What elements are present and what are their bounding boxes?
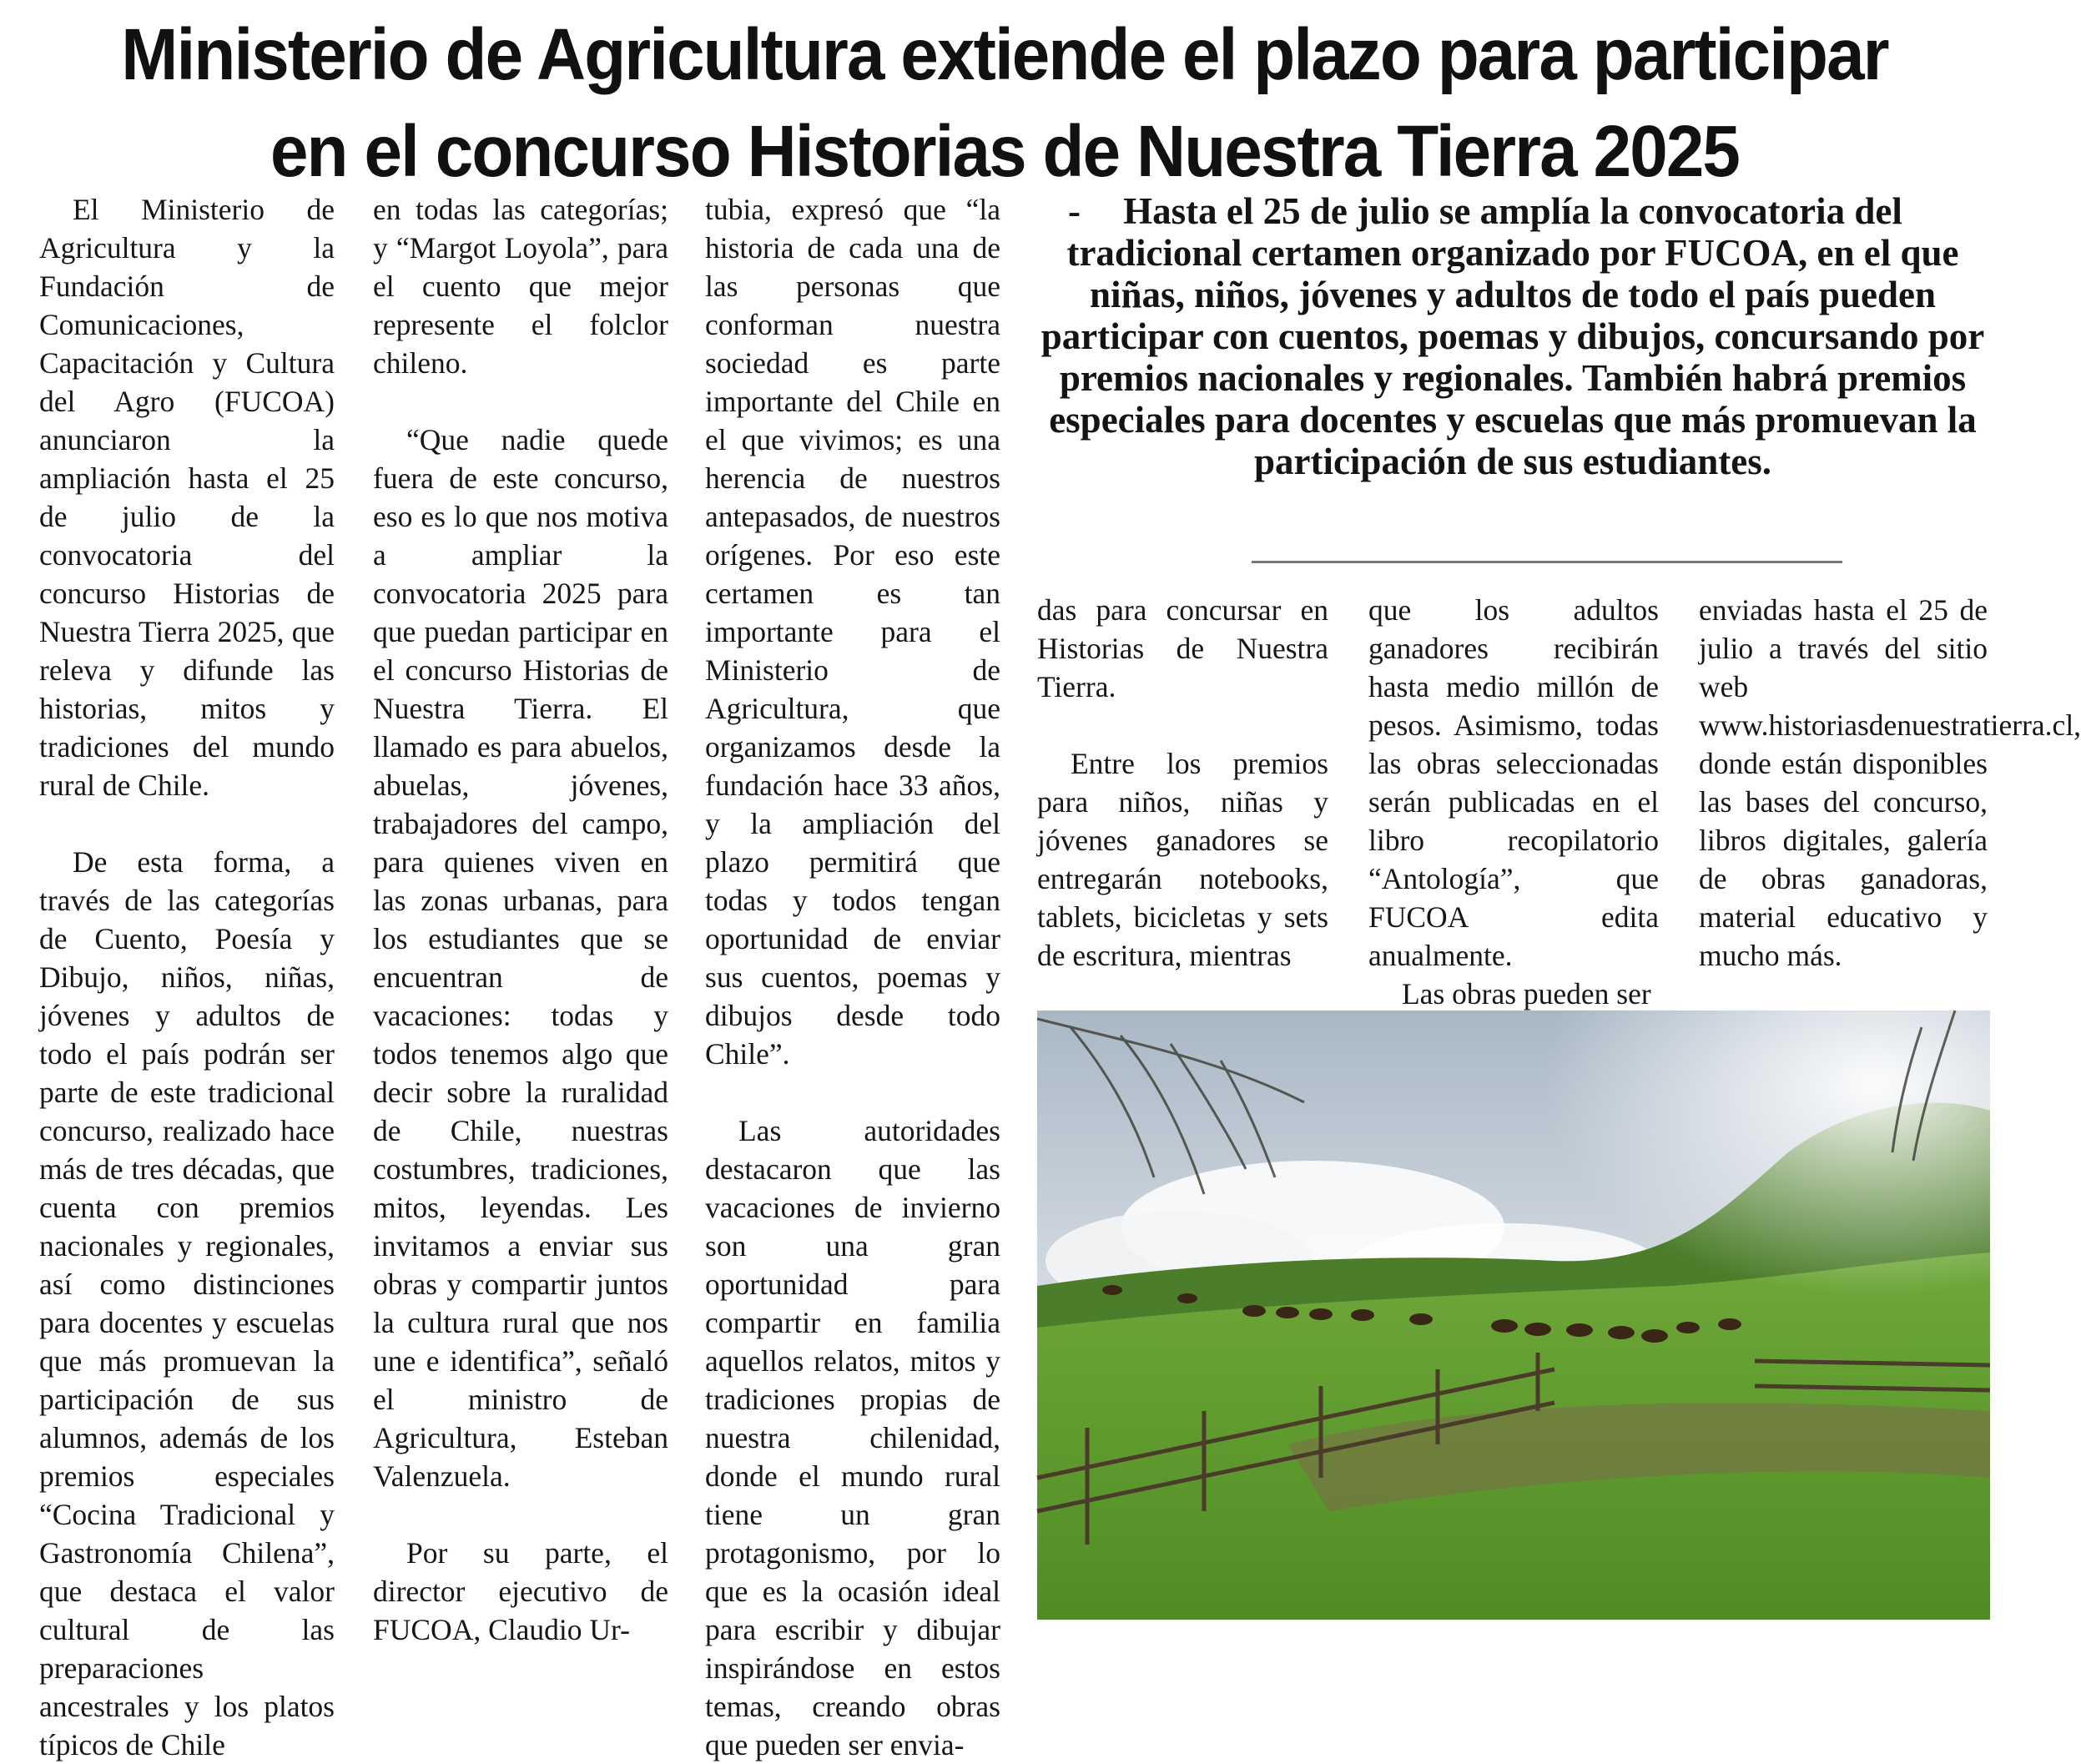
section-divider	[1252, 561, 1842, 563]
paragraph: “Que nadie quede fuera de este concurso, eso es lo que nos motiva a ampliar la convocatoria 2025 para que puedan participar en el concurso Historias de Nuestra Tierra. El llamado es para abuelos, abuelas, jóvenes, trabajadores del campo, para quienes viven en las zonas urbanas, para los estudiantes que se encuentran de vacaciones: todas y todos tenemos algo que decir sobre la ruralidad de Chile, nuestras costumbres, tradiciones, mitos, leyendas. Les invitamos a enviar sus obras y compartir juntos la cultura rural que nos une e identifica”, señaló el ministro de Agricultura, Esteban Valenzuela.	[373, 423, 668, 1493]
article-column-5	[1368, 591, 1659, 1013]
paragraph: Por su parte, el director ejecutivo de FUCOA, Claudio Ur-	[373, 1536, 668, 1646]
lead-dash: -	[1068, 190, 1081, 232]
paragraph: tubia, expresó que “la historia de cada una de las personas que conforman nuestra sociedad es parte importante del Chile en el que vivimos; es una herencia de nuestros antepasados, de nuestros orígenes. Por eso este certamen es tan importante para el Ministerio de Agricultura, que organizamos desde la fundación hace 33 años, y la ampliación del plazo permitirá que todas y todos tengan oportunidad de enviar sus cuentos, poemas y dibujos desde todo Chile”.	[705, 193, 1000, 1071]
paragraph: das para concursar en Historias de Nuestra Tierra.	[1037, 593, 1328, 703]
headline-line-1: Ministerio de Agricultura extiende el plazo para participar	[121, 14, 1888, 95]
paragraph: Entre los premios para niños, niñas y jóvenes ganadores se entregarán notebooks, tablets, bicicletas y sets de escritura, mientras	[1037, 747, 1328, 972]
paragraph: en todas las categorías; y “Margot Loyola”, para el cuento que mejor represente el folclor chileno.	[373, 193, 668, 380]
lead-text: Hasta el 25 de julio se amplía la convocatoria del tradicional certamen organizado por FUCOA, en el que niñas, niños, jóvenes y adultos de todo el país pueden participar con cuentos, poemas y dibujos, concursando por premios nacionales y regionales. También habrá premios especiales para docentes y escuelas que más promuevan la participación de sus estudiantes.	[1040, 190, 1985, 482]
headline-line-2: en el concurso Historias de Nuestra Tierra 2025	[270, 111, 1740, 192]
sunlight	[1037, 1011, 1990, 1620]
landscape-illustration	[1037, 1011, 1990, 1620]
paragraph: que los adultos ganadores recibirán hasta medio millón de pesos. Asimismo, todas las obras seleccionadas serán publicadas en el libro recopilatorio “Antología”, que FUCOA edita anualmente.	[1368, 593, 1659, 972]
article-column-3	[705, 190, 1000, 1764]
article-column-1	[39, 190, 335, 1764]
article-column-4	[1037, 591, 1328, 975]
paragraph: enviadas hasta el 25 de julio a través del sitio web www.historiasdenuestratierra.cl, donde están disponibles las bases del concurso, libros digitales, galería de obras ganadoras, material educativo y mucho más.	[1699, 593, 2081, 972]
article-column-6	[1699, 591, 2081, 975]
paragraph: El Ministerio de Agricultura y la Fundación de Comunicaciones, Capacitación y Cultura del Agro (FUCOA) anunciaron la ampliación hasta el 25 de julio de la convocatoria del concurso Historias de Nuestra Tierra 2025, que releva y difunde las historias, mitos y tradiciones del mundo rural de Chile.	[39, 193, 335, 802]
lead-summary	[1033, 190, 1993, 482]
article-column-2	[373, 190, 668, 1649]
paragraph: Las obras pueden ser	[1402, 977, 1651, 1011]
paragraph: Las autoridades destacaron que las vacaciones de invierno son una gran oportunidad para compartir en familia aquellos relatos, mitos y tradiciones propias de nuestra chilenidad, donde el mundo rural tiene un gran protagonismo, por lo que es la ocasión ideal para escribir y dibujar inspirándose en estos temas, creando obras que pueden ser envia-	[705, 1114, 1000, 1761]
paragraph: De esta forma, a través de las categorías de Cuento, Poesía y Dibujo, niños, niñas, jóvenes y adultos de todo el país podrán ser parte de este tradicional concurso, realizado hace más de tres décadas, que cuenta con premios nacionales y regionales, así como distinciones para docentes y escuelas que más promuevan la participación de sus alumnos, además de los premios especiales “Cocina Tradicional y Gastronomía Chilena”, que destaca el valor cultural de las preparaciones ancestrales y los platos típicos de Chile	[39, 845, 335, 1761]
headline	[92, 7, 1917, 200]
article-photo	[1037, 1011, 1990, 1620]
